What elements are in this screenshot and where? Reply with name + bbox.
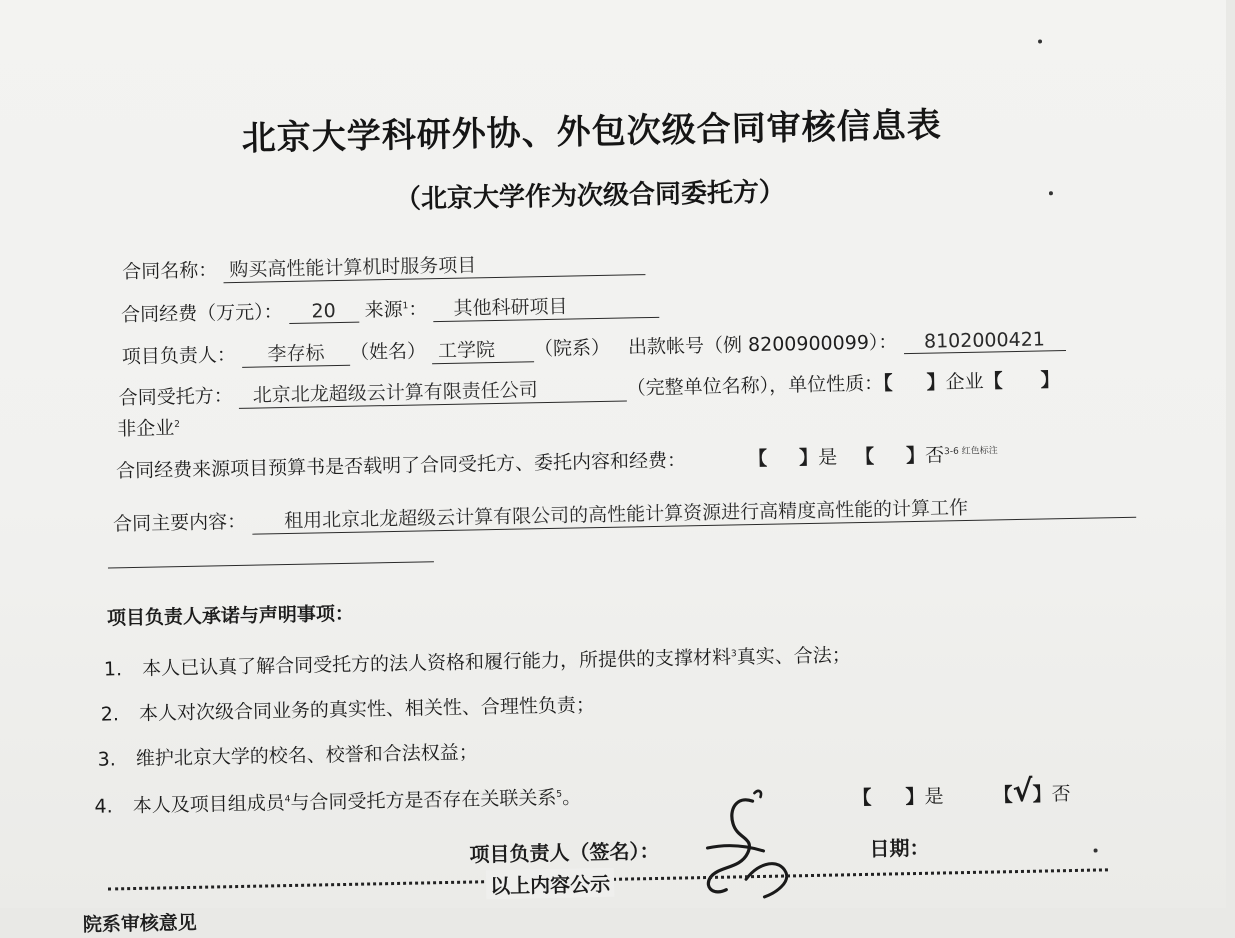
- fee-source-label: 来源: [364, 298, 403, 322]
- date-label: 日期：: [869, 835, 930, 861]
- commitment-footnote: 4: [284, 794, 291, 805]
- enterprise-checkbox: [893, 389, 927, 390]
- budget-yes-close: 】: [798, 446, 819, 470]
- contract-fee-value: 20: [288, 300, 358, 324]
- public-notice-label: 以上内容公示: [486, 868, 615, 899]
- trustee-value: 北京北龙超级云计算有限责任公司: [238, 373, 626, 408]
- commitments-heading: 项目负责人承诺与声明事项：: [106, 602, 355, 630]
- related-no-open: 【: [993, 784, 1013, 807]
- project-leader-row: [122, 324, 1066, 370]
- commitment-tail: 真实、合法；: [736, 644, 851, 669]
- leader-dept-value: 工学院: [432, 334, 535, 364]
- commitment-footnote-2: 5: [556, 789, 563, 800]
- enterprise-open-bracket: 【: [882, 372, 893, 395]
- paper-speck: [1049, 191, 1053, 195]
- fee-source-footnote: 1: [402, 301, 409, 312]
- contract-name-value: 购买高性能计算机时服务项目: [223, 247, 645, 283]
- handwritten-signature: [666, 786, 818, 907]
- trustee-suffix: （完整单位名称），单位性质：: [626, 372, 884, 400]
- commitment-text: 本人已认真了解合同受托方的法人资格和履行能力，所提供的支撑材料: [141, 646, 732, 680]
- leader-label: 项目负责人：: [121, 343, 237, 369]
- related-no-label: 否: [1051, 783, 1071, 806]
- form-title: 北京大学科研外协、外包次级合同审核信息表: [241, 105, 943, 159]
- commitment-num: 3.: [97, 748, 117, 771]
- leader-dept-suffix: （院系）: [533, 336, 611, 361]
- main-content-continuation-line: [108, 561, 434, 568]
- commitment-text: 本人对次级合同业务的真实性、相关性、合理性负责；: [138, 694, 596, 725]
- non-enterprise-row: [117, 413, 180, 441]
- non-enterprise-footnote: 2: [174, 419, 181, 430]
- paper-speck: [1094, 849, 1098, 853]
- related-yes-label: 是: [924, 785, 944, 808]
- budget-no-open: 【: [854, 445, 875, 469]
- dept-review-heading-cut: 院系审核意见: [82, 911, 198, 937]
- account-value: 8102000421: [903, 328, 1065, 354]
- enterprise-close-bracket: 】: [926, 371, 946, 394]
- budget-no-checkbox: [874, 462, 906, 463]
- main-content-row: [113, 490, 1136, 538]
- commitment-mid: 与合同受托方是否存在关联关系: [290, 786, 557, 815]
- commitment-num: 2.: [100, 703, 120, 726]
- non-enterprise-option: 非企业: [117, 417, 175, 441]
- commitment-num: 4.: [94, 795, 113, 818]
- budget-yes-checkbox: [767, 464, 799, 465]
- account-label: 出款帐号（例 8200900099）：: [627, 331, 898, 359]
- trustee-row: [118, 365, 1060, 411]
- contract-fee-row: [121, 290, 660, 328]
- budget-no-close: 】: [905, 444, 926, 468]
- commitment-item: [104, 640, 851, 681]
- related-yes-checkbox: [872, 803, 906, 804]
- contract-name-label: 合同名称：: [122, 259, 218, 284]
- related-yes-open: 【: [852, 786, 872, 810]
- leader-name-value: 李存标: [242, 338, 351, 368]
- budget-question-label: 合同经费来源项目预算书是否载明了合同受托方、委托内容和经费：: [115, 449, 687, 483]
- budget-yes-open: 【: [747, 447, 768, 471]
- color-note: 3-6 红色标注: [944, 446, 998, 458]
- commitment-num: 1.: [103, 658, 123, 681]
- budget-yes-label: 是: [817, 446, 838, 469]
- fee-source-value: 其他科研项目: [433, 290, 659, 322]
- commitment-tail: 。: [561, 786, 582, 809]
- commitment-text: 维护北京大学的校名、校誉和合法权益；: [135, 741, 479, 770]
- commitment-item: [97, 737, 478, 771]
- main-content-value: 租用北京北龙超级云计算有限公司的高性能计算资源进行高精度高性能的计算工作: [252, 490, 1136, 535]
- budget-no-label: 否: [924, 444, 945, 467]
- non-enterprise-checkbox: [1003, 387, 1041, 388]
- leader-name-suffix: （姓名）: [349, 340, 427, 364]
- commitment-text: 本人及项目组成员: [132, 792, 285, 818]
- form-subtitle: （北京大学作为次级合同委托方）: [394, 177, 786, 215]
- related-no-close: 】: [1032, 783, 1052, 806]
- enterprise-option: 企业: [945, 370, 984, 394]
- related-party-choice: [852, 773, 1071, 812]
- commitment-item: [94, 782, 581, 818]
- contract-name-row: [122, 247, 646, 285]
- trustee-label: 合同受托方：: [118, 385, 233, 410]
- non-enterprise-close-bracket: 】: [1040, 369, 1060, 392]
- signature-label: 项目负责人（签名）：: [469, 838, 660, 867]
- commitment-item: [101, 690, 596, 726]
- checkmark-icon: √: [1012, 773, 1033, 810]
- main-content-label: 合同主要内容：: [112, 510, 247, 536]
- budget-question-row: [116, 439, 998, 483]
- paper-speck: [1038, 39, 1042, 43]
- non-enterprise-open-bracket: 【: [983, 370, 1003, 393]
- related-yes-close: 】: [905, 785, 925, 809]
- fee-source-colon: ：: [408, 298, 428, 321]
- contract-fee-label: 合同经费（万元）：: [120, 301, 283, 327]
- commitment-footnote: 3: [730, 649, 737, 660]
